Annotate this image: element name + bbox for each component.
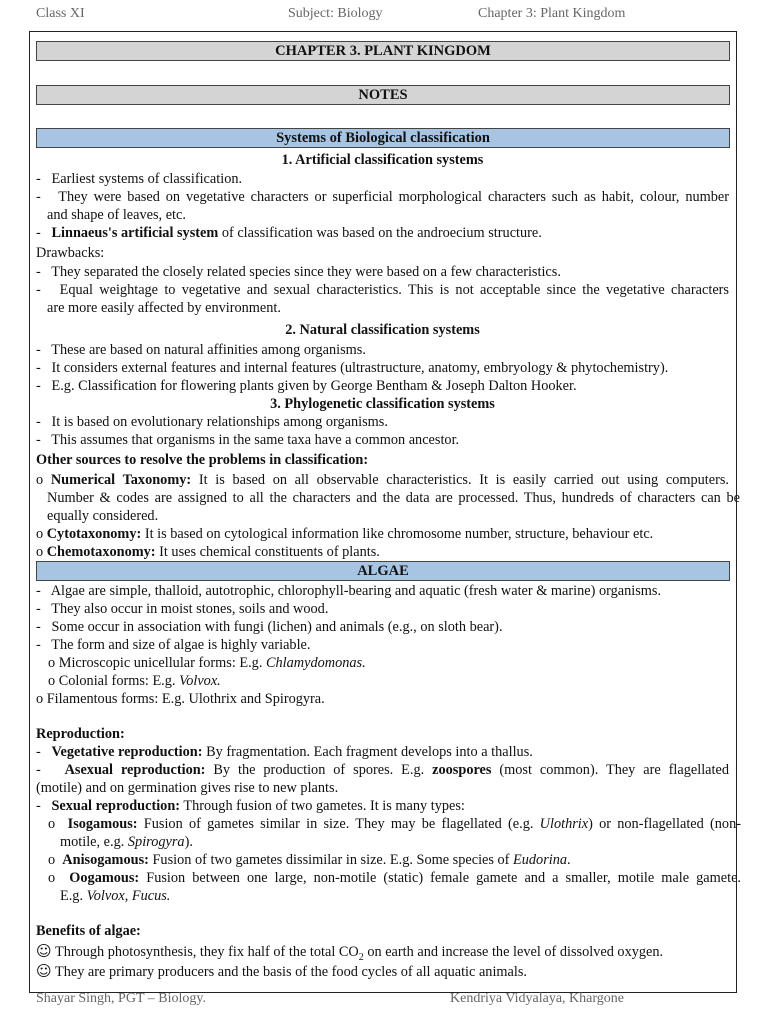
- list-item: - These are based on natural affinities among organisms.: [36, 342, 366, 358]
- list-item: o Oogamous: Fusion between one large, non-motile (static) female gamete and a smaller, motile male gamete.: [48, 870, 741, 886]
- algae-heading: ALGAE: [36, 561, 730, 581]
- list-item: - Algae are simple, thalloid, autotrophic, chlorophyll-bearing and aquatic (fresh water & marine) organisms.: [36, 583, 662, 599]
- list-item: - They also occur in moist stones, soils and wood.: [36, 601, 329, 617]
- list-item: ☺ They are primary producers and the basis of the food cycles of all aquatic animals.: [36, 962, 527, 980]
- list-item: o Isogamous: Fusion of gametes similar in size. They may be flagellated (e.g. Ulothrix) or non-flagellated (non-: [48, 816, 741, 832]
- reproduction-heading: Reproduction:: [36, 726, 125, 742]
- smiley-icon: ☺: [36, 942, 52, 960]
- list-item: o Colonial forms: E.g. Volvox.: [48, 673, 221, 689]
- systems-heading: Systems of Biological classification: [36, 128, 730, 148]
- list-item: o Microscopic unicellular forms: E.g. Chlamydomonas.: [48, 655, 366, 671]
- chemotaxonomy: o Chemotaxonomy: It uses chemical constituents of plants.: [36, 544, 380, 560]
- list-item-cont: (motile) and on germination gives rise to new plants.: [36, 780, 339, 796]
- other-sources-heading: Other sources to resolve the problems in classification:: [36, 452, 369, 468]
- chapter-title: CHAPTER 3. PLANT KINGDOM: [36, 41, 730, 61]
- list-item: - Equal weightage to vegetative and sexual characteristics. This is not acceptable since the vegetative characters: [36, 282, 729, 298]
- list-item: o Anisogamous: Fusion of two gametes dissimilar in size. E.g. Some species of Eudorina.: [48, 852, 571, 868]
- list-item: ☺ Through photosynthesis, they fix half of the total $CO_2$ on earth and increase the level of dissolved oxygen.: [36, 942, 664, 963]
- notes-heading: NOTES: [36, 85, 730, 105]
- list-item: - Asexual reproduction: By the production of spores. E.g. zoospores (most common). They are flagellated: [36, 762, 729, 778]
- header-class: Class XI: [36, 6, 85, 21]
- list-item: - They were based on vegetative characters or superficial morphological characters such as habit, colour, number: [36, 189, 729, 205]
- header-chapter: Chapter 3: Plant Kingdom: [478, 6, 626, 21]
- footer-school: Kendriya Vidyalaya, Khargone: [450, 991, 624, 1006]
- page-frame: [29, 31, 741, 993]
- numerical-taxonomy: o Numerical Taxonomy: It is based on all observable characteristics. It is easily carried out using computers.: [36, 472, 729, 488]
- numerical-taxonomy-cont: Number & codes are assigned to all the characters and the data are processed. Thus, hundreds of characters can be: [47, 490, 740, 506]
- natural-heading: 2. Natural classification systems: [285, 322, 480, 338]
- smiley-icon: ☺: [36, 962, 52, 980]
- list-item-cont: motile, e.g. Spirogyra).: [60, 834, 193, 850]
- benefits-heading: Benefits of algae:: [36, 923, 141, 939]
- list-item: o Filamentous forms: E.g. Ulothrix and Spirogyra.: [36, 691, 325, 707]
- artificial-heading: 1. Artificial classification systems: [281, 152, 484, 168]
- list-item: - Sexual reproduction: Through fusion of two gametes. It is many types:: [36, 798, 465, 814]
- header-subject: Subject: Biology: [288, 6, 383, 21]
- list-item-cont: E.g. Volvox, Fucus.: [60, 888, 171, 904]
- list-item: - Vegetative reproduction: By fragmentation. Each fragment develops into a thallus.: [36, 744, 533, 760]
- footer-author: Shayar Singh, PGT – Biology.: [36, 991, 206, 1006]
- list-item-cont: are more easily affected by environment.: [47, 300, 281, 316]
- list-item: - The form and size of algae is highly variable.: [36, 637, 311, 653]
- drawbacks-label: Drawbacks:: [36, 245, 105, 261]
- list-item: - E.g. Classification for flowering plants given by George Bentham & Joseph Dalton Hooker.: [36, 378, 577, 394]
- list-item: - Some occur in association with fungi (lichen) and animals (e.g., on sloth bear).: [36, 619, 503, 635]
- numerical-taxonomy-cont: equally considered.: [47, 508, 159, 524]
- list-item: - Linnaeus's artificial system of classification was based on the androecium structure.: [36, 225, 542, 241]
- list-item: - It considers external features and internal features (ultrastructure, anatomy, embryology & phytochemistry).: [36, 360, 669, 376]
- list-item: - This assumes that organisms in the same taxa have a common ancestor.: [36, 432, 460, 448]
- list-item-cont: and shape of leaves, etc.: [47, 207, 186, 223]
- list-item: - Earliest systems of classification.: [36, 171, 243, 187]
- cytotaxonomy: o Cytotaxonomy: It is based on cytological information like chromosome number, structure, behaviour etc.: [36, 526, 654, 542]
- list-item: - It is based on evolutionary relationships among organisms.: [36, 414, 388, 430]
- list-item: - They separated the closely related species since they were based on a few characteristics.: [36, 264, 561, 280]
- phylogenetic-heading: 3. Phylogenetic classification systems: [270, 396, 495, 412]
